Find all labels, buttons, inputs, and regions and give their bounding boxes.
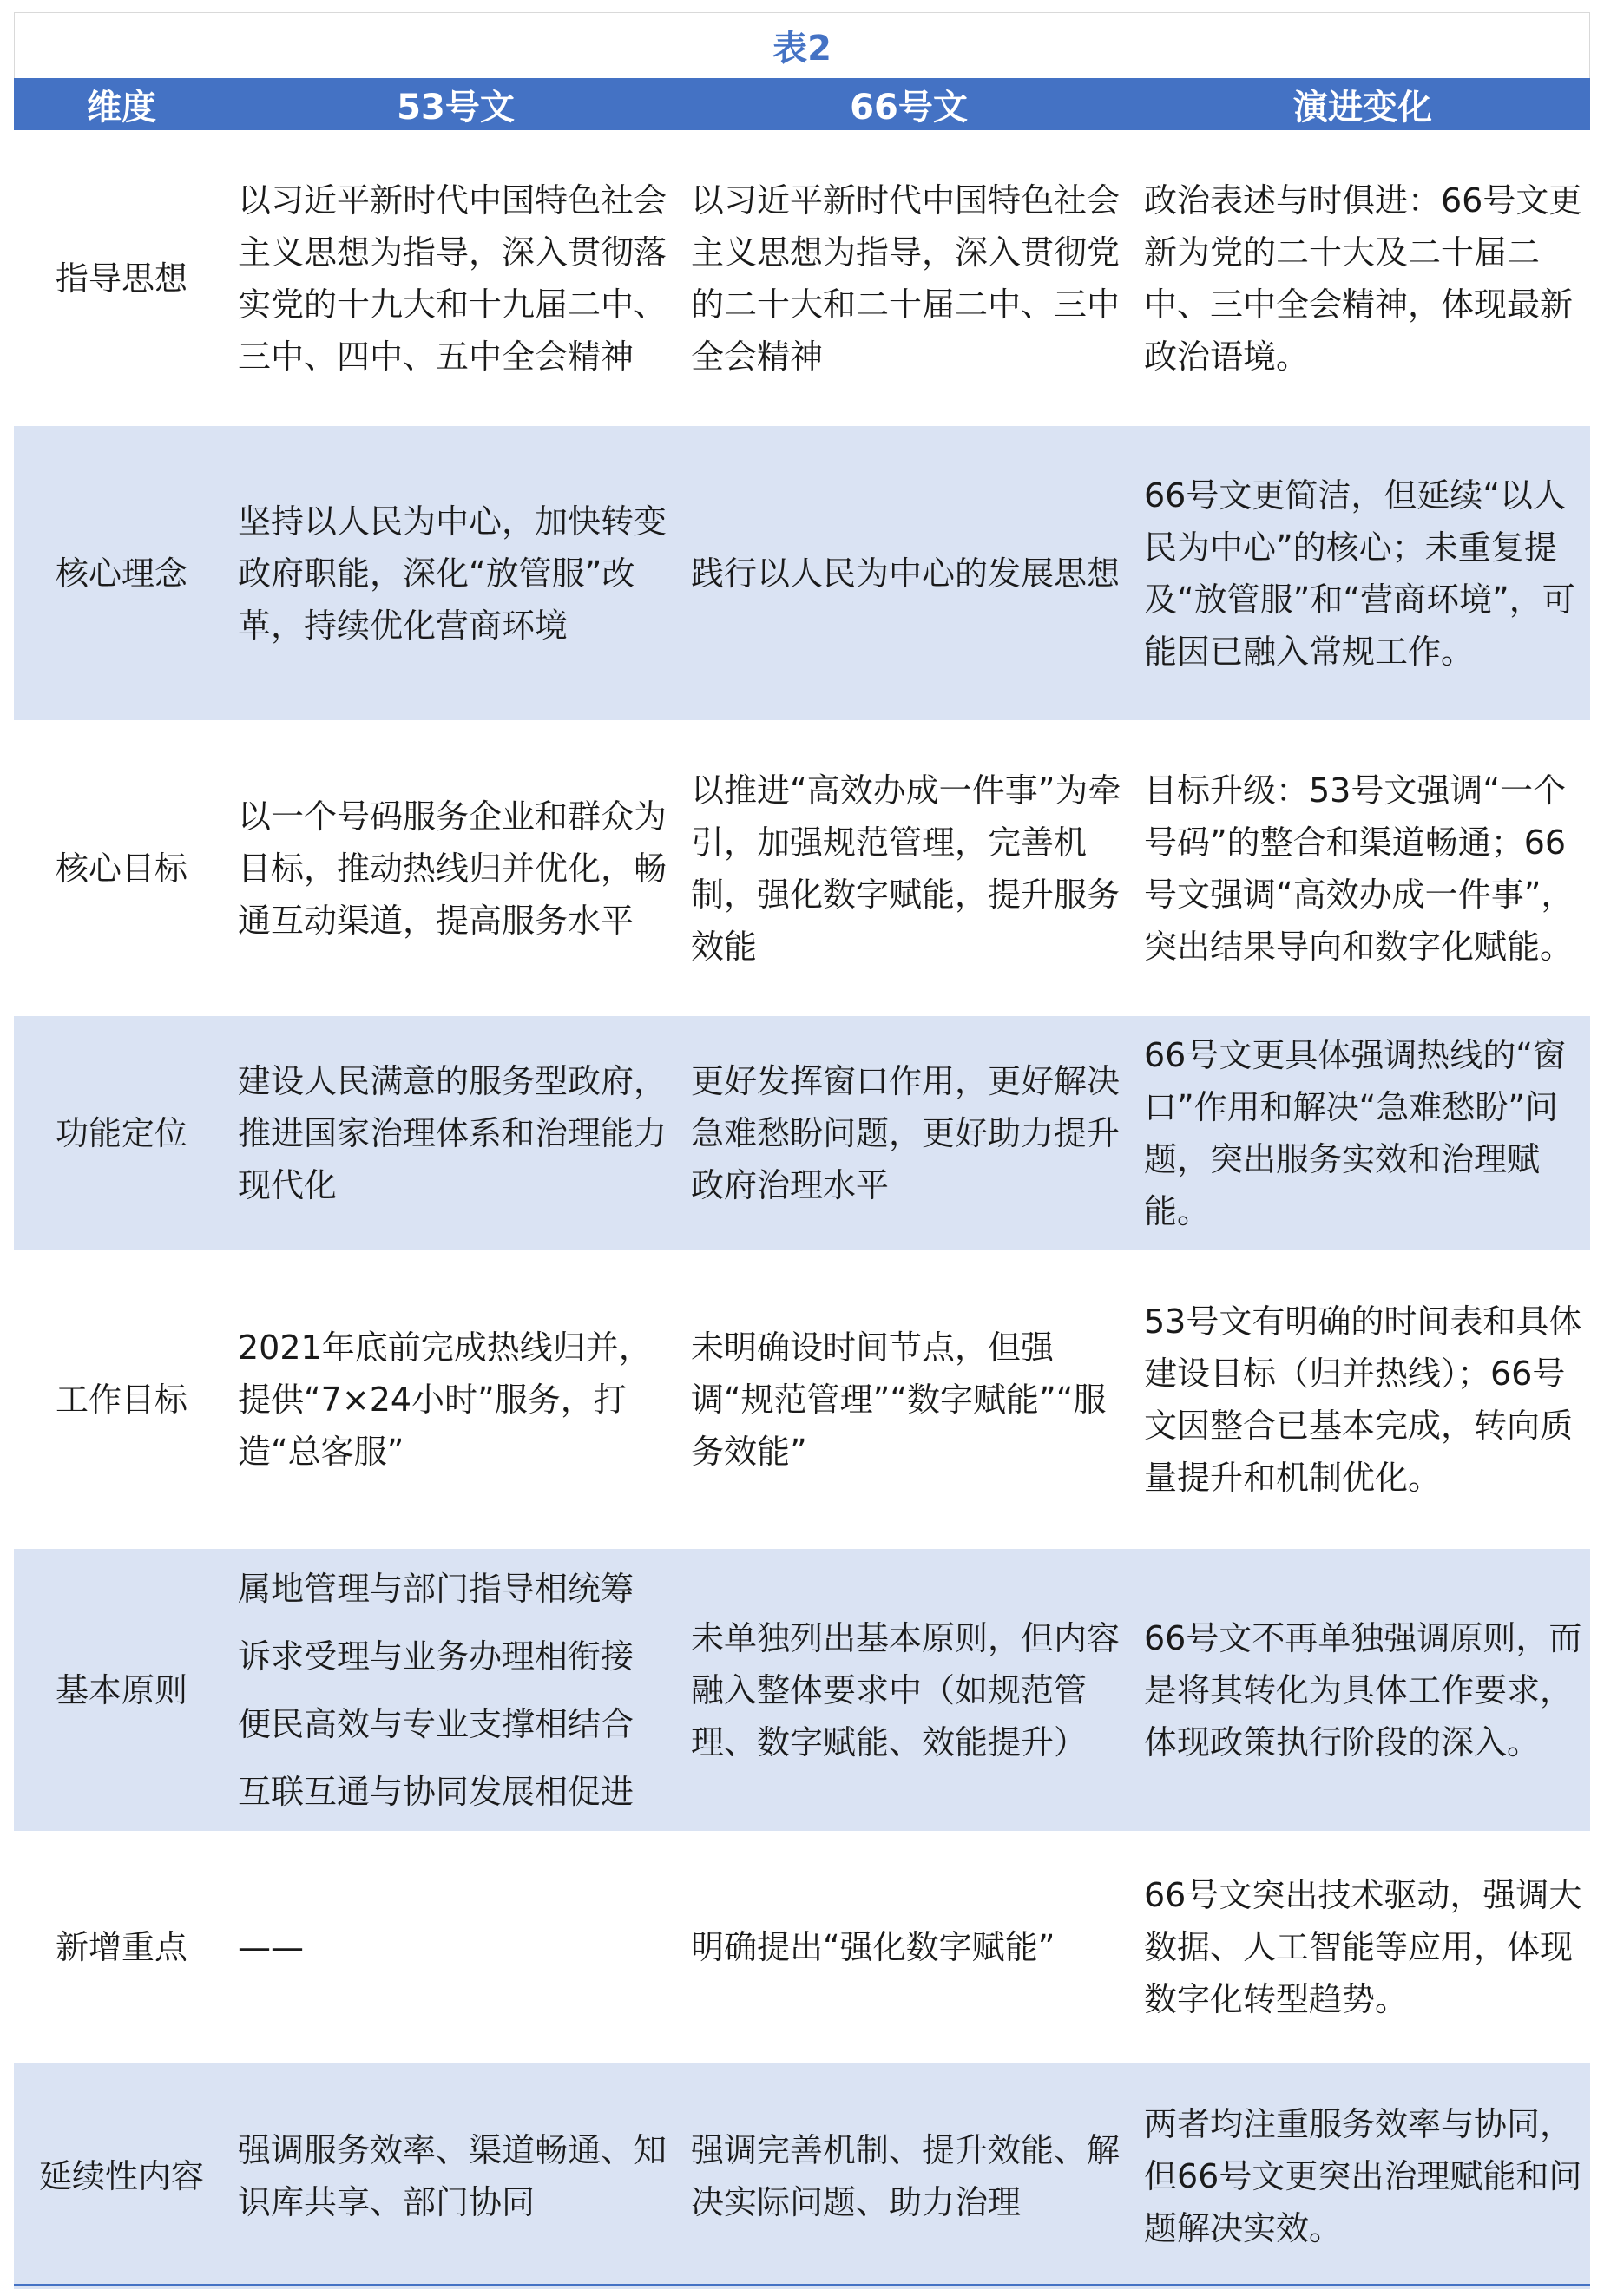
dimension-cell: 核心理念	[14, 425, 229, 722]
dimension-cell: 功能定位	[14, 1015, 229, 1251]
doc66-cell: 未明确设时间节点，但强调“规范管理”“数字赋能”“服务效能”	[682, 1251, 1135, 1548]
table-row	[14, 2062, 1590, 2291]
doc53-cell: 以习近平新时代中国特色社会主义思想为指导，深入贯彻落实党的十九大和十九届二中、三中、四中、五中全会精神	[229, 132, 682, 425]
doc66-cell: 更好发挥窗口作用，更好解决急难愁盼问题，更好助力提升政府治理水平	[682, 1015, 1135, 1251]
table-caption: 表2	[772, 28, 832, 69]
change-cell: 66号文突出技术驱动，强调大数据、人工智能等应用，体现数字化转型趋势。	[1135, 1833, 1590, 2062]
change-cell: 两者均注重服务效率与协同，但66号文更突出治理赋能和问题解决实效。	[1135, 2062, 1590, 2291]
dimension-cell: 指导思想	[14, 132, 229, 425]
doc53-cell: 坚持以人民为中心，加快转变政府职能，深化“放管服”改革，持续优化营商环境	[229, 425, 682, 722]
change-cell: 66号文更具体强调热线的“窗口”作用和解决“急难愁盼”问题，突出服务实效和治理赋能。	[1135, 1015, 1590, 1251]
principle-item: 诉求受理与业务办理相衔接	[238, 1637, 634, 1676]
doc66-cell: 以习近平新时代中国特色社会主义思想为指导，深入贯彻党的二十大和二十届二中、三中全会精神	[682, 132, 1135, 425]
table-row	[14, 132, 1590, 425]
table-row	[14, 1548, 1590, 1833]
doc66-cell: 未单独列出基本原则，但内容融入整体要求中（如规范管理、数字赋能、效能提升）	[682, 1548, 1135, 1833]
doc53-cell: 以一个号码服务企业和群众为目标，推动热线归并优化，畅通互动渠道，提高服务水平	[229, 722, 682, 1015]
doc53-principles-cell	[229, 1548, 682, 1833]
header-dimension: 维度	[14, 78, 229, 132]
principle-item: 互联互通与协同发展相促进	[238, 1772, 634, 1811]
doc66-cell: 以推进“高效办成一件事”为牵引，加强规范管理，完善机制，强化数字赋能，提升服务效能	[682, 722, 1135, 1015]
doc66-cell: 强调完善机制、提升效能、解决实际问题、助力治理	[682, 2062, 1135, 2291]
header-doc66: 66号文	[682, 78, 1135, 132]
principle-item: 属地管理与部门指导相统筹	[238, 1569, 634, 1608]
table-row	[14, 425, 1590, 722]
doc53-cell: 建设人民满意的服务型政府，推进国家治理体系和治理能力现代化	[229, 1015, 682, 1251]
doc53-cell: ——	[229, 1833, 682, 2062]
doc66-cell: 践行以人民为中心的发展思想	[682, 425, 1135, 722]
table-row	[14, 1833, 1590, 2062]
comparison-table	[14, 78, 1590, 2292]
doc53-cell: 2021年底前完成热线归并，提供“7×24小时”服务，打造“总客服”	[229, 1251, 682, 1548]
dimension-cell: 基本原则	[14, 1548, 229, 1833]
dimension-cell: 新增重点	[14, 1833, 229, 2062]
change-cell: 政治表述与时俱进：66号文更新为党的二十大及二十届二中、三中全会精神，体现最新政治语境。	[1135, 132, 1590, 425]
table-row	[14, 1015, 1590, 1251]
header-row	[14, 78, 1590, 132]
table-row	[14, 1251, 1590, 1548]
header-doc53: 53号文	[229, 78, 682, 132]
dimension-cell: 核心目标	[14, 722, 229, 1015]
doc66-cell: 明确提出“强化数字赋能”	[682, 1833, 1135, 2062]
change-cell: 目标升级：53号文强调“一个号码”的整合和渠道畅通；66号文强调“高效办成一件事”，突出结果导向和数字化赋能。	[1135, 722, 1590, 1015]
change-cell: 66号文不再单独强调原则，而是将其转化为具体工作要求，体现政策执行阶段的深入。	[1135, 1548, 1590, 1833]
change-cell: 66号文更简洁，但延续“以人民为中心”的核心；未重复提及“放管服”和“营商环境”，可能因已融入常规工作。	[1135, 425, 1590, 722]
dimension-cell: 工作目标	[14, 1251, 229, 1548]
header-change: 演进变化	[1135, 78, 1590, 132]
table-bottom-rule	[14, 2284, 1590, 2286]
change-cell: 53号文有明确的时间表和具体建设目标（归并热线）；66号文因整合已基本完成，转向质量提升和机制优化。	[1135, 1251, 1590, 1548]
principle-item: 便民高效与专业支撑相结合	[238, 1704, 634, 1743]
dimension-cell: 延续性内容	[14, 2062, 229, 2291]
doc53-cell: 强调服务效率、渠道畅通、知识库共享、部门协同	[229, 2062, 682, 2291]
table-row	[14, 722, 1590, 1015]
